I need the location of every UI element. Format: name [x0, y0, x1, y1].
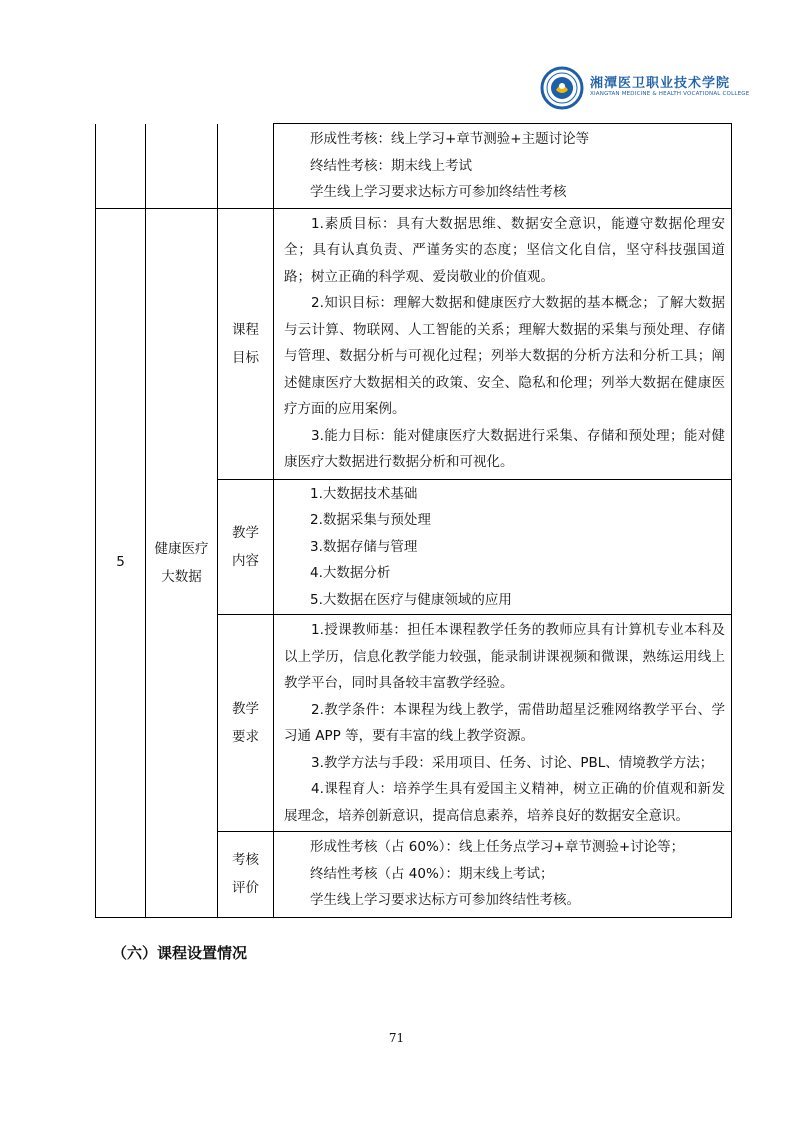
page-number: 71: [388, 1031, 405, 1045]
course-number: 5: [96, 208, 146, 917]
requirements-paragraph: 4.课程育人：培养学生具有爱国主义精神，树立正确的价值观和新发展理念，培养创新意识，提高信息素养，培养良好的数据安全意识。: [284, 781, 725, 824]
requirements-paragraph: 3.教学方法与手段：采用项目、任务、讨论、PBL、情境教学方法；: [311, 754, 714, 771]
continued-line: 终结性考核：期末线上考试: [310, 157, 472, 174]
goals-label-line-1: 课程: [232, 321, 259, 338]
content-list-cell: [274, 479, 732, 615]
goals-content-cell: [274, 208, 732, 479]
assessment-label-cell: [218, 832, 274, 918]
course-name-cell: [146, 208, 218, 917]
assessment-content-cell: [274, 832, 732, 918]
continued-assessment-cell: [274, 124, 732, 209]
content-label-line-1: 教学: [232, 524, 259, 541]
content-item: 5.大数据在医疗与健康领域的应用: [310, 591, 512, 608]
table-row-continued: [96, 124, 732, 209]
content-item: 1.大数据技术基础: [310, 485, 418, 502]
requirements-label-line-1: 教学: [232, 701, 259, 717]
content-item: 2.数据采集与预处理: [310, 512, 431, 528]
goals-paragraph: 2.知识目标：理解大数据和健康医疗大数据的基本概念；了解大数据与云计算、物联网、人工智能的关系；理解大数据的采集与预处理、存储与管理、数据分析与可视化过程；列举大数据的分析方法和分析工具；阐述健康医疗大数据相关的政策、安全、隐私和伦理；列举大数据在健康医疗方面的应用案例。: [284, 295, 725, 417]
assessment-label-line-2: 评价: [232, 880, 259, 897]
goals-label-line-2: 目标: [232, 349, 259, 366]
course-name-line-1: 健康医疗: [154, 540, 209, 557]
course-table: [95, 123, 732, 918]
continued-name-cell: [146, 124, 218, 209]
college-logo: [540, 66, 750, 110]
content-label-line-2: 内容: [232, 552, 259, 569]
goals-paragraph: 3.能力目标：能对健康医疗大数据进行采集、存储和预处理；能对健康医疗大数据进行数据分析和可视化。: [284, 427, 725, 470]
goals-label-cell: [218, 208, 274, 479]
content-item: 4.大数据分析: [310, 565, 391, 581]
assessment-line: 学生线上学习要求达标方可参加终结性考核。: [310, 892, 580, 908]
continued-category-cell: [218, 124, 274, 209]
logo-english-name: XIANGTAN MEDICINE & HEALTH VOCATIONAL COLLEGE: [590, 91, 750, 97]
table-row-goals: [96, 208, 732, 479]
requirements-paragraph: 2.教学条件：本课程为线上教学，需借助超星泛雅网络教学平台、学习通 APP 等，要有丰富的线上教学资源。: [284, 701, 725, 744]
continued-line: 学生线上学习要求达标方可参加终结性考核: [310, 184, 567, 200]
continued-line: 形成性考核：线上学习+章节测验+主题讨论等: [310, 131, 590, 147]
assessment-line: 形成性考核（占 60%）：线上任务点学习+章节测验+讨论等；: [310, 839, 685, 855]
content-item: 3.数据存储与管理: [310, 538, 418, 555]
section-heading: （六）课程设置情况: [112, 944, 248, 962]
requirements-label-cell: [218, 615, 274, 832]
logo-chinese-name: 湘潭医卫职业技术学院: [590, 76, 731, 91]
content-label-cell: [218, 479, 274, 615]
requirements-label-line-2: 要求: [232, 729, 259, 745]
requirements-content-cell: [274, 615, 732, 832]
assessment-label-line-1: 考核: [232, 852, 259, 869]
goals-paragraph: 1.素质目标：具有大数据思维、数据安全意识，能遵守数据伦理安全；具有认真负责、严谨务实的态度；坚信文化自信，坚守科技强国道路；树立正确的科学观、爱岗敬业的价值观。: [284, 215, 725, 285]
course-name-line-2: 大数据: [161, 568, 202, 585]
college-emblem-icon: [540, 66, 584, 110]
assessment-line: 终结性考核（占 40%）：期末线上考试；: [310, 865, 554, 882]
continued-number-cell: [96, 124, 146, 209]
requirements-paragraph: 1.授课教师基：担任本课程教学任务的教师应具有计算机专业本科及以上学历，信息化教学能力较强，能录制讲课视频和微课，熟练运用线上教学平台，同时具备较丰富教学经验。: [284, 622, 725, 691]
